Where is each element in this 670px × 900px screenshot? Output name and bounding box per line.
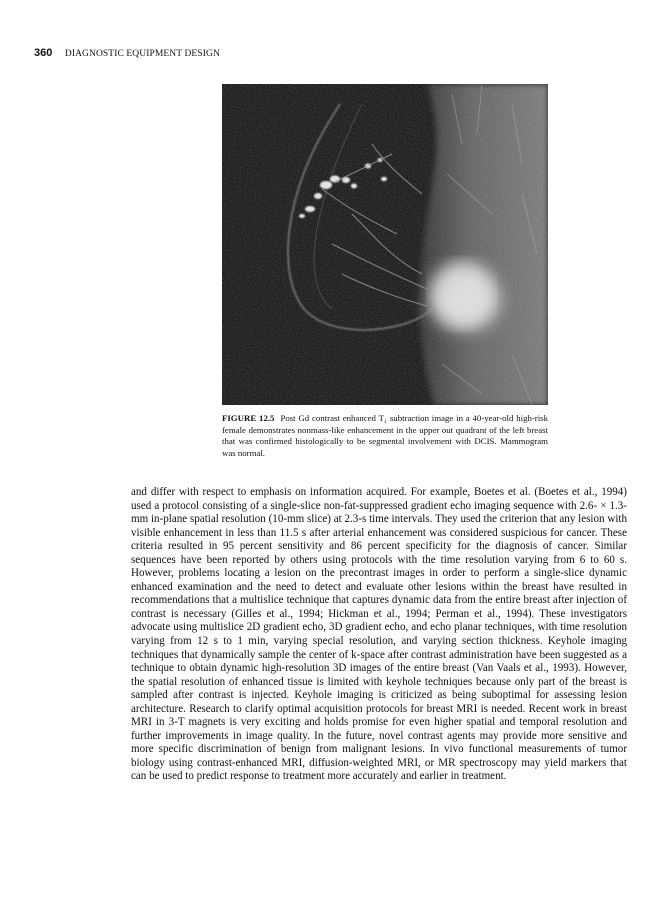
figure-caption-text: Post Gd contrast enhanced T₁ subtraction image in a 40-year-old high-risk female demonstrates nonmass-like enhancement in the upper out quadrant of the left breast that was confirmed histologically to be segmental involvement with DCIS. Mammogram was normal. — [222, 413, 548, 458]
body-paragraph: and differ with respect to emphasis on information acquired. For example, Boetes et al. (Boetes et al., 1994) used a protocol consisting of a single-slice non-fat-suppressed gradient echo imaging sequence with 2.6- × 1.3-mm in-plane spatial resolution (10-mm slice) at 2.3-s time intervals. They used the criterion that any lesion with visible enhancement in less than 11.5 s after arterial enhancement was considered suspicious for cancer. These criteria resulted in 95 percent sensitivity and 86 percent specificity for the diagnosis of cancer. Similar sequences have been reported by others using protocols with the time resolution varying from 6 to 60 s. However, problems locating a lesion on the precontrast images in order to perform a single-slice dynamic enhanced examination and the need to detect and evaluate other lesions within the breast have resulted in recommendations that a multislice technique that captures dynamic data from the entire breast after injection of contrast is necessary (Gilles et al., 1994; Hickman et al., 1994; Perman et al., 1994). These investigators advocate using multislice 2D gradient echo, 3D gradient echo, and echo planar techniques, with time resolution varying from 12 s to 1 min, varying special resolution, and varying section thickness. Keyhole imaging techniques that dynamically sample the center of k-space after contrast administration have been suggested as a technique to obtain dynamic high-resolution 3D images of the entire breast (Van Vaals et al., 1993). However, the spatial resolution of enhanced tissue is limited with keyhole techniques because only part of the breast is sampled after contrast is injected. Keyhole imaging is criticized as being suboptimal for assessing lesion architecture. Research to clarify optimal acquisition protocols for breast MRI is needed. Recent work in breast MRI in 3-T magnets is very exciting and holds promise for even higher spatial and temporal resolution and further improvements in image quality. In the future, novel contrast agents may provide more sensitive and more specific discrimination of benign from malignant lesions. In vivo functional measurements of tumor biology using contrast-enhanced MRI, diffusion-weighted MRI, or MR spectroscopy may yield markers that can be used to predict response to treatment more accurately and earlier in treatment. — [131, 486, 627, 783]
figure-caption — [222, 413, 548, 459]
figure-label: FIGURE 12.5 — [222, 413, 275, 423]
running-head — [34, 47, 220, 59]
running-title: DIAGNOSTIC EQUIPMENT DESIGN — [64, 49, 220, 59]
body-text — [131, 486, 627, 784]
mri-figure-image — [222, 84, 548, 405]
page-number: 360 — [34, 47, 53, 59]
